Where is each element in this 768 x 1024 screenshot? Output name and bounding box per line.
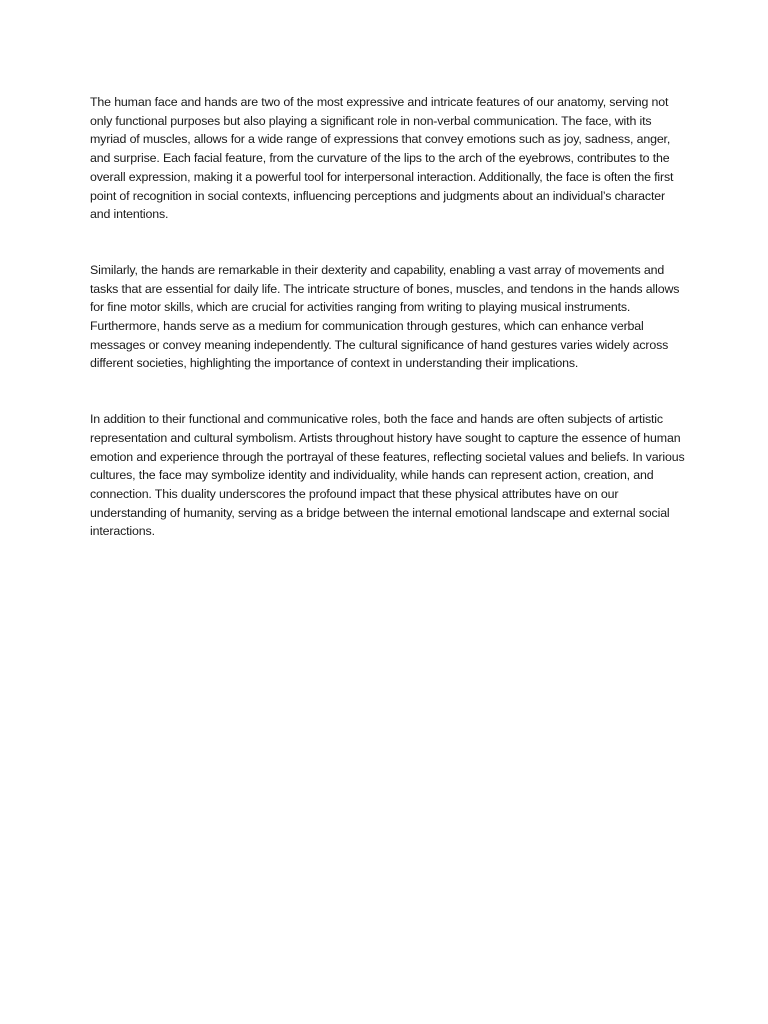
- paragraph-3: In addition to their functional and communicative roles, both the face and hands are often subjects of artistic representation and cultural symbolism. Artists throughout history have sought to capture the essence of human emotion and experience through the portrayal of these features, reflecting societal values and beliefs. In various cultures, the face may symbolize identity and individuality, while hands can represent action, creation, and connection. This duality underscores the profound impact that these physical attributes have on our understanding of humanity, serving as a bridge between the internal emotional landscape and external social interactions.: [90, 412, 685, 539]
- document-body: [90, 93, 688, 578]
- paragraph-2: Similarly, the hands are remarkable in their dexterity and capability, enabling a vast array of movements and tasks that are essential for daily life. The intricate structure of bones, muscles, and tendons in the hands allows for fine motor skills, which are crucial for activities ranging from writing to playing musical instruments. Furthermore, hands serve as a medium for communication through gestures, which can enhance verbal messages or convey meaning independently. The cultural significance of hand gestures varies widely across different societies, highlighting the importance of context in understanding their implications.: [90, 262, 680, 371]
- paragraph-1: The human face and hands are two of the most expressive and intricate features of our anatomy, serving not only functional purposes but also playing a significant role in non-verbal communication. The face, with its myriad of muscles, allows for a wide range of expressions that convey emotions such as joy, sadness, anger, and surprise. Each facial feature, from the curvature of the lips to the arch of the eyebrows, contributes to the overall expression, making it a powerful tool for interpersonal interaction. Additionally, the face is often the first point of recognition in social contexts, influencing perceptions and judgments about an individual’s character and intentions.: [90, 95, 674, 222]
